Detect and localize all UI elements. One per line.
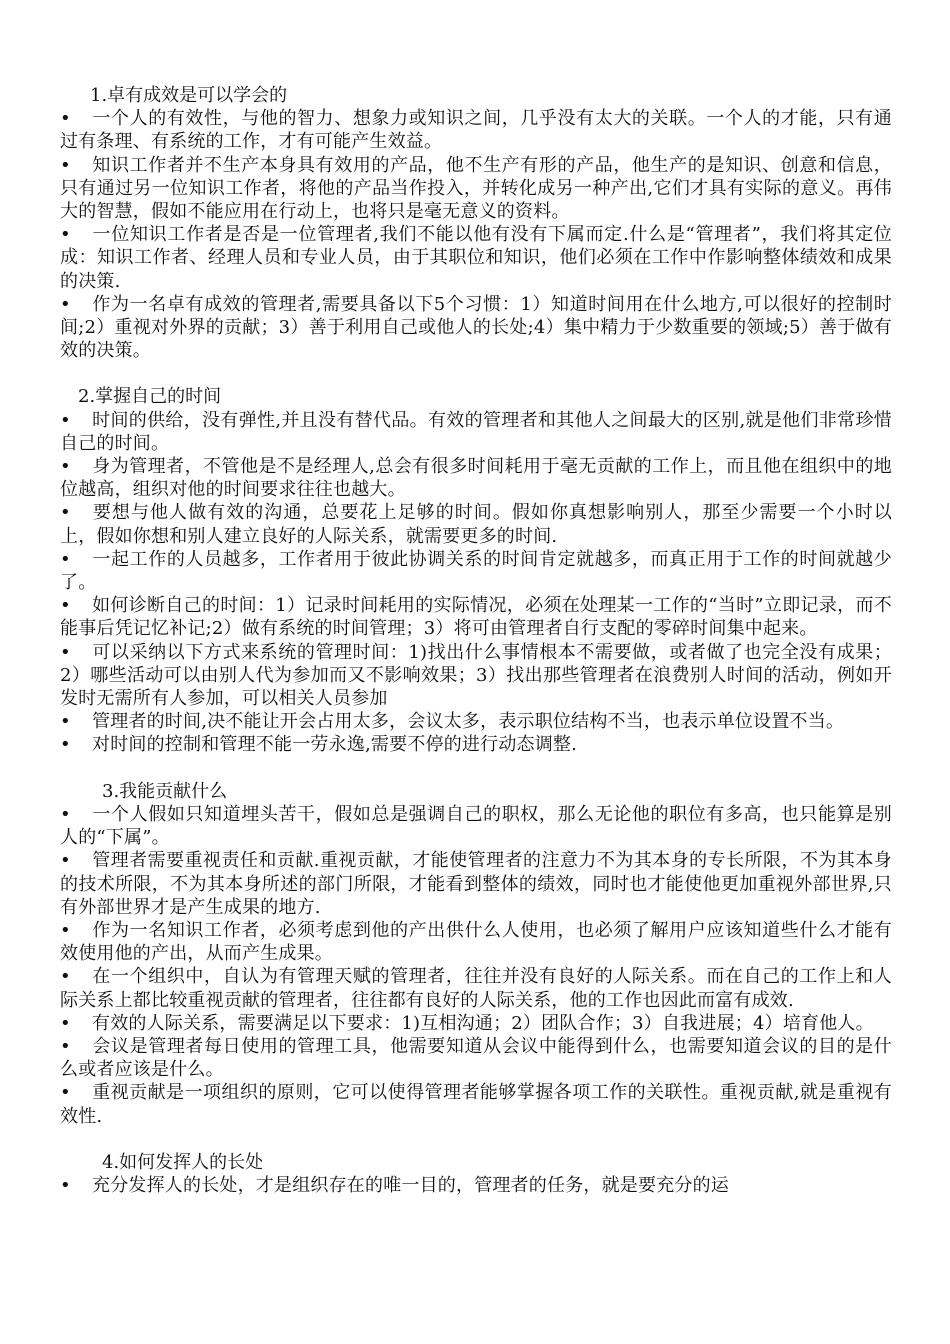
bullet-icon: • [60,1035,71,1057]
list-item [60,1012,892,1035]
section-spacer [60,757,892,780]
bullet-icon: • [60,1012,71,1034]
section-1 [60,84,892,362]
bullet-icon: • [60,502,71,524]
list-item-text: 重视贡献是一项组织的原则，它可以使得管理者能够掌握各项工作的关联性。重视贡献,就是重视有效性. [60,1082,892,1127]
bullet-icon: • [60,154,71,176]
list-item [60,803,892,849]
bullet-icon: • [60,409,71,431]
list-item [60,154,892,224]
bullet-icon: • [60,711,71,733]
bullet-icon: • [60,1082,71,1104]
list-item-text: 如何诊断自己的时间：1）记录时间耗用的实际情况，必须在处理某一工作的“当时”立即记录，而不能事后凭记忆补记;2）做有系统的时间管理；3）将可由管理者自行支配的零碎时间集中起来。 [60,595,892,640]
list-item [60,1035,892,1081]
list-item [60,1174,892,1197]
bullet-icon: • [60,595,71,617]
document-body [60,84,892,1197]
list-item-text: 对时间的控制和管理不能一劳永逸,需要不停的进行动态调整. [92,734,578,756]
list-item [60,455,892,501]
list-item-text: 时间的供给，没有弹性,并且没有替代品。有效的管理者和其他人之间最大的区别,就是他们非常珍惜自己的时间。 [60,409,892,454]
bullet-icon: • [60,548,71,570]
bullet-icon: • [60,919,71,941]
bullet-list [60,107,892,362]
list-item [60,965,892,1011]
bullet-icon: • [60,224,71,246]
list-item-text: 可以采纳以下方式来系统的管理时间：1)找出什么事情根本不需要做，或者做了也完全没有成果；2）哪些活动可以由别人代为参加而又不影响效果；3）找出那些管理者在浪费别人时间的活动，例如开发时无需所有人参加，可以相关人员参加 [60,641,892,710]
section-spacer [60,1128,892,1151]
list-item-text: 管理者需要重视责任和贡献.重视贡献，才能使管理者的注意力不为其本身的专长所限，不为其本身的技术所限，不为其本身所述的部门所限，才能看到整体的绩效，同时也才能使他更加重视外部世界,只有外部世界才是产生成果的地方. [60,850,892,918]
bullet-list [60,409,892,757]
section-heading: 2.掌握自己的时间 [78,386,222,408]
list-item-text: 作为一名知识工作者，必须考虑到他的产出供什么人使用，也必须了解用户应该知道些什么才能有效使用他的产出，从而产生成果。 [60,919,892,965]
section-2 [60,385,892,756]
list-item [60,409,892,455]
list-item-text: 一个人假如只知道埋头苦干，假如总是强调自己的职权，那么无论他的职位有多高，也只能算是别人的“下属”。 [60,803,892,849]
list-item [60,594,892,640]
bullet-icon: • [60,850,71,872]
list-item-text: 会议是管理者每日使用的管理工具，他需要知道从会议中能得到什么，也需要知道会议的目的是什么或者应该是什么。 [60,1035,892,1081]
section-heading: 1.卓有成效是可以学会的 [90,85,288,106]
bullet-icon: • [60,293,71,315]
section-heading: 3.我能贡献什么 [102,780,228,802]
list-item [60,919,892,965]
bullet-icon: • [60,1174,71,1196]
bullet-list [60,803,892,1128]
list-item-text: 身为管理者，不管他是不是经理人,总会有很多时间耗用于毫无贡献的工作上，而且他在组织中的地位越高，组织对他的时间要求往往也越大。 [60,456,892,501]
list-item-text: 知识工作者并不生产本身具有效用的产品，他不生产有形的产品，他生产的是知识、创意和信息，只有通过另一位知识工作者，将他的产品当作投入，并转化成另一种产出,它们才具有实际的意义。再伟大的智慧，假如不能应用在行动上，也将只是毫无意义的资料。 [60,154,892,223]
list-item [60,107,892,153]
list-item-text: 要想与他人做有效的沟通，总要花上足够的时间。假如你真想影响别人，那至少需要一个小时以上，假如你想和别人建立良好的人际关系，就需要更多的时间. [60,502,892,547]
list-item-text: 在一个组织中，自认为有管理天赋的管理者，往往并没有良好的人际关系。而在自己的工作上和人际关系上都比较重视贡献的管理者，往往都有良好的人际关系，他的工作也因此而富有成效. [60,966,892,1011]
section-heading: 4.如何发挥人的长处 [102,1151,264,1173]
bullet-icon: • [60,803,71,825]
list-item-text: 一个人的有效性，与他的智力、想象力或知识之间，几乎没有太大的关联。一个人的才能，只有通过有条理、有系统的工作，才有可能产生效益。 [60,108,892,153]
bullet-icon: • [60,641,71,663]
bullet-icon: • [60,734,71,756]
list-item-text: 一起工作的人员越多，工作者用于彼此协调关系的时间肯定就越多，而真正用于工作的时间就越少了。 [60,548,892,594]
list-item [60,733,892,756]
list-item [60,223,892,293]
section-3 [60,780,892,1128]
list-item [60,501,892,547]
bullet-icon: • [60,108,71,130]
list-item [60,710,892,733]
list-item [60,1081,892,1127]
bullet-list [60,1174,892,1197]
list-item-text: 一位知识工作者是否是一位管理者,我们不能以他有没有下属而定.什么是“管理者”，我们将其定位成：知识工作者、经理人员和专业人员，由于其职位和知识，他们必须在工作中作影响整体绩效和成果的决策. [60,224,892,292]
list-item [60,548,892,594]
bullet-icon: • [60,966,71,988]
list-item-text: 管理者的时间,决不能让开会占用太多，会议太多，表示职位结构不当，也表示单位设置不当。 [92,711,845,733]
list-item-text: 充分发挥人的长处，才是组织存在的唯一目的，管理者的任务，就是要充分的运 [92,1174,729,1196]
section-4 [60,1151,892,1197]
list-item [60,849,892,919]
list-item-text: 作为一名卓有成效的管理者,需要具备以下5个习惯：1）知道时间用在什么地方,可以很好的控制时间;2）重视对外界的贡献；3）善于利用自己或他人的长处;4）集中精力于少数重要的领域;5）善于做有效的决策。 [60,293,892,362]
section-spacer [60,362,892,385]
bullet-icon: • [60,456,71,478]
list-item [60,641,892,711]
list-item [60,293,892,363]
list-item-text: 有效的人际关系，需要满足以下要求：1)互相沟通；2）团队合作；3）自我进展；4）培育他人。 [92,1012,874,1034]
